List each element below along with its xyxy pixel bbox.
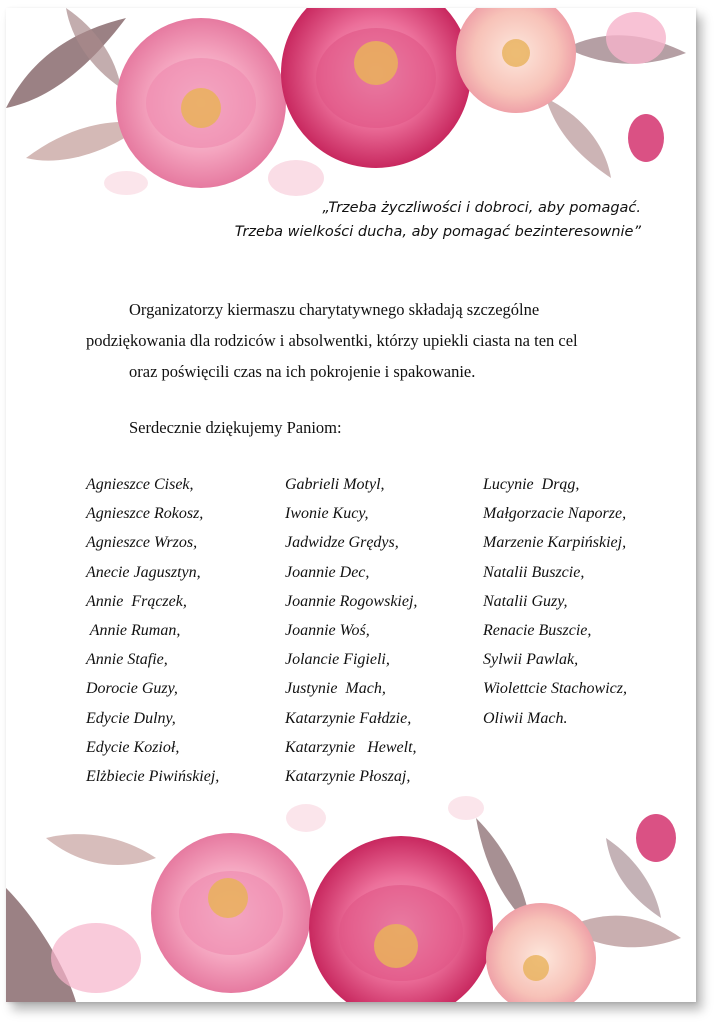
thanks-heading: Serdecznie dziękujemy Paniom: <box>129 418 342 437</box>
quote-line-1: „Trzeba życzliwości i dobroci, aby pomagać. <box>322 200 641 216</box>
name-item: Sylwii Pawlak, <box>483 651 579 669</box>
name-item: Iwonie Kucy, <box>285 505 369 523</box>
name-item: Annie Ruman, <box>86 622 181 640</box>
floral-border-top <box>6 8 696 218</box>
quote-line-2: Trzeba wielkości ducha, aby pomagać bezinteresownie” <box>234 224 641 240</box>
name-item: Oliwii Mach. <box>483 709 568 727</box>
name-item: Annie Frączek, <box>86 592 187 610</box>
name-item: Edycie Dulny, <box>86 709 176 727</box>
name-item: Lucynie Drąg, <box>483 476 580 493</box>
paragraph-line-1: Organizatorzy kiermaszu charytatywnego składają szczególne <box>129 300 540 319</box>
name-item: Elżbiecie Piwińskiej, <box>86 768 220 786</box>
name-item: Agnieszce Cisek, <box>86 476 194 493</box>
name-item: Małgorzacie Naporze, <box>483 505 627 523</box>
paragraph-line-3: oraz poświęcili czas na ich pokrojenie i spakowanie. <box>129 362 476 381</box>
quote <box>235 196 641 244</box>
name-item: Edycie Kozioł, <box>86 738 180 756</box>
name-item: Joannie Rogowskiej, <box>285 592 418 610</box>
floral-border-bottom <box>6 778 696 1002</box>
names-column-1 <box>86 470 219 791</box>
name-item: Joannie Dec, <box>285 563 370 581</box>
name-item: Natalii Buszcie, <box>483 563 585 581</box>
name-item: Agnieszce Wrzos, <box>86 534 198 552</box>
thanks-paragraph <box>86 294 646 387</box>
name-item: Katarzynie Płoszaj, <box>285 768 411 786</box>
name-item: Gabrieli Motyl, <box>285 476 385 493</box>
name-item: Marzenie Karpińskiej, <box>483 534 627 552</box>
document-page <box>6 8 696 1002</box>
name-item: Katarzynie Fałdzie, <box>285 709 412 727</box>
name-item: Jolancie Figieli, <box>285 651 390 669</box>
names-column-2 <box>285 470 417 791</box>
paragraph-line-2: podziękowania dla rodziców i absolwentki, którzy upiekli ciasta na ten cel <box>86 331 578 350</box>
name-item: Jadwidze Grędys, <box>285 534 399 552</box>
name-item: Katarzynie Hewelt, <box>285 738 417 756</box>
name-item: Annie Stafie, <box>86 651 168 669</box>
name-item: Anecie Jagusztyn, <box>86 563 201 581</box>
name-item: Justynie Mach, <box>285 680 386 698</box>
name-item: Dorocie Guzy, <box>86 680 178 698</box>
name-item: Renacie Buszcie, <box>483 622 592 640</box>
name-item: Joannie Woś, <box>285 622 370 640</box>
names-column-3 <box>483 470 627 733</box>
name-item: Agnieszce Rokosz, <box>86 505 204 523</box>
name-item: Wiolettcie Stachowicz, <box>483 680 627 698</box>
name-item: Natalii Guzy, <box>483 592 568 610</box>
